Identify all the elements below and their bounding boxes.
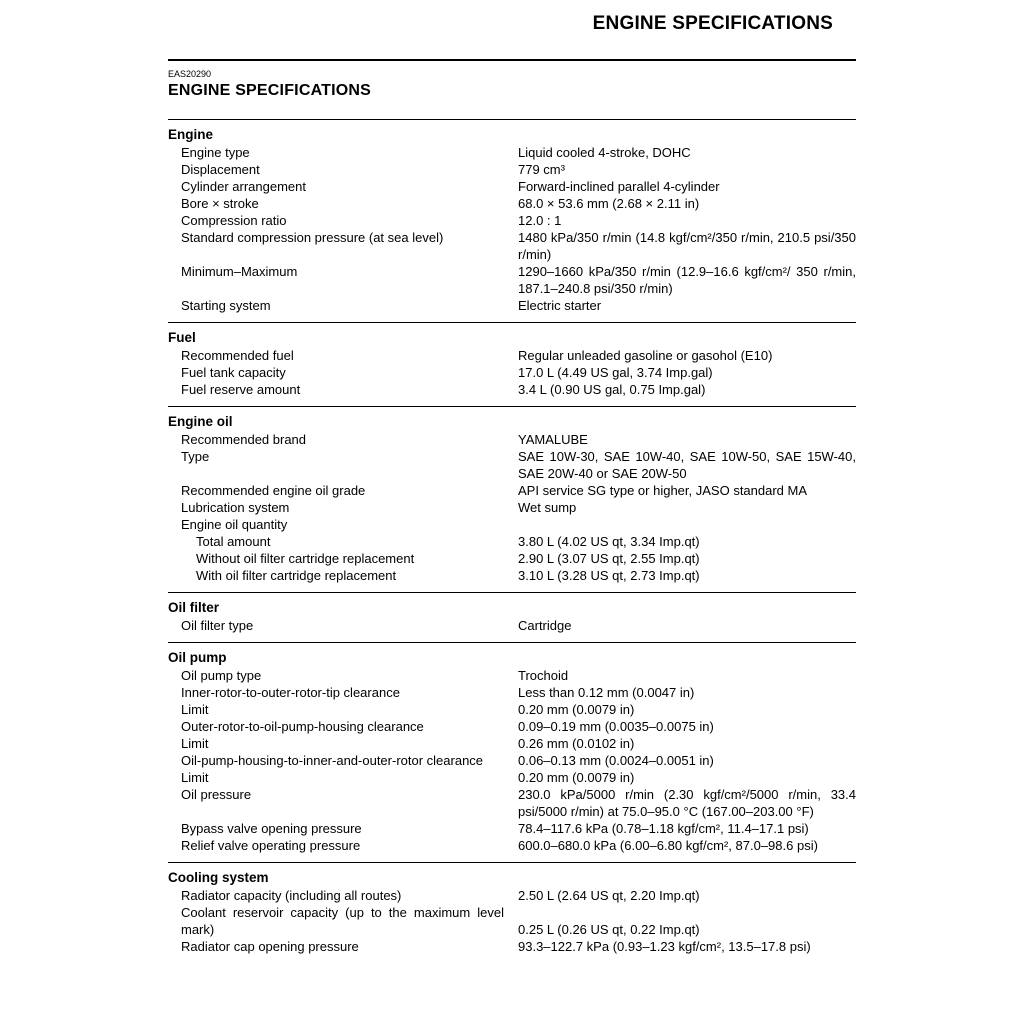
- spec-row: [168, 769, 856, 786]
- spec-value: API service SG type or higher, JASO standard MA: [518, 483, 808, 498]
- spec-value: Trochoid: [518, 668, 569, 683]
- spec-label: Without oil filter cartridge replacement: [196, 551, 415, 566]
- section-heading: Oil pump: [168, 650, 227, 665]
- spec-sections: [168, 119, 856, 963]
- spec-label: Cylinder arrangement: [181, 179, 307, 194]
- spec-label: Standard compression pressure (at sea level): [181, 230, 444, 245]
- spec-value: Electric starter: [518, 298, 602, 313]
- spec-section: [168, 862, 856, 963]
- spec-value: 600.0–680.0 kPa (6.00–6.80 kgf/cm², 87.0–98.6 psi): [518, 838, 818, 853]
- manual-page: [168, 0, 856, 963]
- spec-value: 2.90 L (3.07 US qt, 2.55 Imp.qt): [518, 551, 700, 566]
- section-rows: [168, 667, 856, 854]
- spec-section: [168, 322, 856, 406]
- section-heading: Fuel: [168, 330, 196, 345]
- spec-row: [168, 938, 856, 955]
- section-rows: [168, 347, 856, 398]
- spec-row: [168, 667, 856, 684]
- spec-value: Cartridge: [518, 618, 572, 633]
- spec-section: [168, 119, 856, 322]
- spec-row: [168, 701, 856, 718]
- spec-row: [168, 499, 856, 516]
- spec-label: With oil filter cartridge replacement: [196, 568, 397, 583]
- spec-row: [168, 684, 856, 701]
- spec-label: Total amount: [196, 534, 271, 549]
- spec-label: Relief valve operating pressure: [181, 838, 361, 853]
- spec-label: Coolant reservoir capacity (up to the maximum level mark): [181, 905, 504, 937]
- spec-label: Displacement: [181, 162, 260, 177]
- spec-value: Forward-inclined parallel 4-cylinder: [518, 179, 720, 194]
- spec-value: Liquid cooled 4-stroke, DOHC: [518, 145, 691, 160]
- spec-row: [168, 263, 856, 297]
- running-header-title: ENGINE SPECIFICATIONS: [592, 13, 833, 34]
- doc-code: EAS20290: [168, 69, 212, 79]
- spec-row: [168, 752, 856, 769]
- spec-value: SAE 10W-30, SAE 10W-40, SAE 10W-50, SAE 15W-40, SAE 20W-40 or SAE 20W-50: [518, 449, 856, 481]
- spec-label: Inner-rotor-to-outer-rotor-tip clearance: [181, 685, 400, 700]
- spec-value: 3.4 L (0.90 US gal, 0.75 Imp.gal): [518, 382, 706, 397]
- spec-value: Regular unleaded gasoline or gasohol (E10): [518, 348, 773, 363]
- spec-section: [168, 406, 856, 592]
- spec-value: 1290–1660 kPa/350 r/min (12.9–16.6 kgf/cm²/ 350 r/min, 187.1–240.8 psi/350 r/min): [518, 264, 856, 296]
- spec-label: Lubrication system: [181, 500, 290, 515]
- spec-row: [168, 887, 856, 904]
- section-rows: [168, 431, 856, 584]
- spec-row: [168, 820, 856, 837]
- spec-label: Limit: [181, 736, 209, 751]
- spec-value: 78.4–117.6 kPa (0.78–1.18 kgf/cm², 11.4–17.1 psi): [518, 821, 809, 836]
- spec-label: Bypass valve opening pressure: [181, 821, 362, 836]
- spec-row: [168, 448, 856, 482]
- spec-label: Radiator cap opening pressure: [181, 939, 359, 954]
- section-heading: Cooling system: [168, 870, 269, 885]
- spec-label: Fuel tank capacity: [181, 365, 286, 380]
- section-heading: Engine: [168, 127, 214, 142]
- spec-label: Oil filter type: [181, 618, 254, 633]
- spec-label: Oil pump type: [181, 668, 262, 683]
- spec-row: [168, 516, 856, 533]
- spec-value: 0.09–0.19 mm (0.0035–0.0075 in): [518, 719, 714, 734]
- spec-label: Oil-pump-housing-to-inner-and-outer-rotor clearance: [181, 753, 484, 768]
- spec-value: 230.0 kPa/5000 r/min (2.30 kgf/cm²/5000 r/min, 33.4 psi/5000 r/min) at 75.0–95.0 °C (167.00–203.00 °F): [518, 787, 856, 819]
- section-rows: [168, 887, 856, 955]
- spec-row: [168, 431, 856, 448]
- spec-section: [168, 642, 856, 862]
- spec-value: Wet sump: [518, 500, 577, 515]
- spec-value: 0.20 mm (0.0079 in): [518, 702, 635, 717]
- spec-label: Limit: [181, 770, 209, 785]
- spec-row: [168, 718, 856, 735]
- spec-value: 3.80 L (4.02 US qt, 3.34 Imp.qt): [518, 534, 700, 549]
- spec-value: 68.0 × 53.6 mm (2.68 × 2.11 in): [518, 196, 700, 211]
- spec-value: 779 cm³: [518, 162, 565, 177]
- spec-row: [168, 786, 856, 820]
- spec-row: [168, 178, 856, 195]
- spec-label: Recommended fuel: [181, 348, 294, 363]
- spec-value: Less than 0.12 mm (0.0047 in): [518, 685, 695, 700]
- spec-label: Engine oil quantity: [181, 517, 288, 532]
- spec-row: [168, 364, 856, 381]
- spec-row: [168, 381, 856, 398]
- spec-value: 0.20 mm (0.0079 in): [518, 770, 635, 785]
- spec-value: 1480 kPa/350 r/min (14.8 kgf/cm²/350 r/min, 210.5 psi/350 r/min): [518, 230, 856, 262]
- spec-value: 0.06–0.13 mm (0.0024–0.0051 in): [518, 753, 714, 768]
- spec-label: Type: [181, 449, 210, 464]
- spec-row: [168, 161, 856, 178]
- spec-label: Bore × stroke: [181, 196, 259, 211]
- spec-label: Outer-rotor-to-oil-pump-housing clearance: [181, 719, 424, 734]
- spec-row: [168, 212, 856, 229]
- spec-row: [168, 229, 856, 263]
- spec-label: Compression ratio: [181, 213, 287, 228]
- spec-row: [168, 904, 856, 938]
- spec-row: [168, 735, 856, 752]
- spec-value: 12.0 : 1: [518, 213, 562, 228]
- spec-value: YAMALUBE: [518, 432, 588, 447]
- section-rows: [168, 144, 856, 314]
- header-rule: [168, 59, 856, 61]
- spec-label: Fuel reserve amount: [181, 382, 301, 397]
- spec-row: [168, 347, 856, 364]
- spec-row: [168, 617, 856, 634]
- spec-row: [168, 533, 856, 550]
- spec-row: [168, 550, 856, 567]
- spec-row: [168, 482, 856, 499]
- spec-label: Minimum–Maximum: [181, 264, 298, 279]
- spec-label: Recommended engine oil grade: [181, 483, 366, 498]
- spec-value: 3.10 L (3.28 US qt, 2.73 Imp.qt): [518, 568, 700, 583]
- spec-row: [168, 567, 856, 584]
- spec-value: 2.50 L (2.64 US qt, 2.20 Imp.qt): [518, 888, 700, 903]
- spec-row: [168, 297, 856, 314]
- spec-row: [168, 195, 856, 212]
- spec-label: Limit: [181, 702, 209, 717]
- section-heading: Oil filter: [168, 600, 220, 615]
- spec-label: Engine type: [181, 145, 250, 160]
- section-heading: Engine oil: [168, 414, 233, 429]
- spec-row: [168, 837, 856, 854]
- spec-label: Recommended brand: [181, 432, 307, 447]
- spec-label: Starting system: [181, 298, 271, 313]
- spec-value: 0.26 mm (0.0102 in): [518, 736, 635, 751]
- spec-value: 17.0 L (4.49 US gal, 3.74 Imp.gal): [518, 365, 713, 380]
- section-rows: [168, 617, 856, 634]
- spec-label: Radiator capacity (including all routes): [181, 888, 402, 903]
- spec-label: Oil pressure: [181, 787, 252, 802]
- spec-row: [168, 144, 856, 161]
- spec-section: [168, 592, 856, 642]
- spec-value: 93.3–122.7 kPa (0.93–1.23 kgf/cm², 13.5–17.8 psi): [518, 939, 811, 954]
- spec-value: 0.25 L (0.26 US qt, 0.22 Imp.qt): [518, 922, 700, 937]
- page-title: ENGINE SPECIFICATIONS: [168, 82, 372, 99]
